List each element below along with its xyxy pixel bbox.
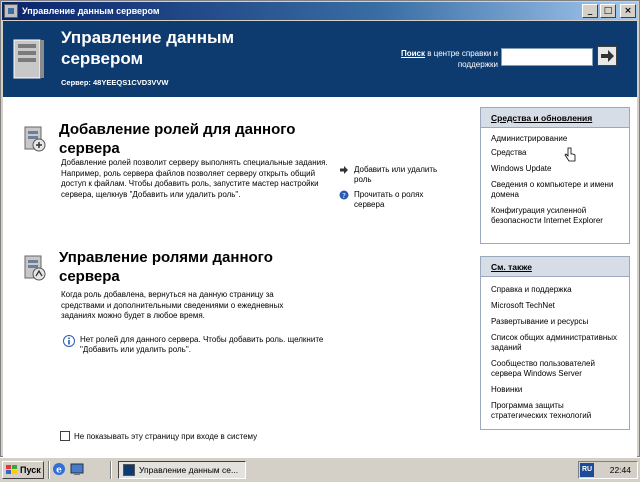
- page-title: Управление данным сервером: [61, 28, 235, 68]
- dont-show-label: Не показывать эту страницу при входе в систему: [74, 431, 258, 441]
- maximize-button[interactable]: □: [600, 4, 616, 18]
- show-desktop-icon[interactable]: [70, 462, 84, 476]
- server-mgmt-icon: [123, 464, 135, 476]
- see-also-panel: [480, 256, 630, 430]
- dont-show-checkbox[interactable]: [60, 431, 70, 441]
- task-label: Управление данным се...: [139, 465, 239, 475]
- no-roles-info: [63, 335, 333, 355]
- see-also-item-community[interactable]: Сообщество пользователей сервера Windows Server: [491, 359, 595, 378]
- search-go-button[interactable]: [597, 46, 617, 66]
- info-icon: [63, 335, 75, 347]
- taskbar: [0, 457, 640, 482]
- tools-item-tools[interactable]: Средства: [491, 148, 527, 157]
- windows-flag-icon: [6, 465, 17, 475]
- add-roles-text: Добавление ролей позволит серверу выполнять специальные задания. Например, роль сервера файлов позволяет серверу открыть общий доступ к файлам. Чтобы добавить роль, запустите мастер настройки сервера, щелкнув "Добавить или удалить роль".: [61, 158, 328, 199]
- manage-roles-text: Когда роль добавлена, вернуться на данную страницу за средствами и дополнительными сведениями о ежедневных заданиях можно будет в любое время.: [61, 290, 284, 320]
- system-tray: [578, 461, 638, 479]
- clock[interactable]: 22:44: [609, 465, 631, 475]
- svg-text:e: e: [56, 465, 62, 476]
- svg-text:?: ?: [342, 192, 346, 200]
- app-icon: [4, 4, 18, 18]
- server-name: Сервер: 48YEEQS1CVD3VVW: [61, 78, 169, 87]
- start-label: Пуск: [20, 465, 41, 475]
- manage-roles-title: Управление ролями данного сервера: [59, 249, 273, 285]
- arrow-right-icon: [598, 47, 616, 65]
- see-also-panel-title: См. также: [481, 257, 629, 277]
- see-also-item-help[interactable]: Справка и поддержка: [491, 285, 572, 294]
- tools-item-windows-update[interactable]: Windows Update: [491, 164, 552, 173]
- add-roles-icon: [19, 125, 47, 153]
- add-roles-title: Добавление ролей для данного сервера: [59, 121, 296, 157]
- main-content: [3, 97, 637, 457]
- manage-roles-icon: [19, 254, 47, 282]
- tools-panel: [480, 107, 630, 244]
- read-about-roles-label: Прочитать о ролях сервера: [354, 190, 424, 209]
- hand-cursor-icon: [563, 147, 577, 165]
- minimize-button[interactable]: _: [582, 4, 598, 18]
- dont-show-row[interactable]: [60, 431, 257, 441]
- start-button[interactable]: [2, 461, 44, 479]
- tools-item-computer-info[interactable]: Сведения о компьютере и имени домена: [491, 180, 614, 199]
- no-roles-text: Нет ролей для данного сервера. Чтобы добавить роль. щелкните "Добавить или удалить роль".: [80, 335, 324, 354]
- search-label: [378, 48, 498, 70]
- ie-icon[interactable]: [52, 462, 66, 476]
- see-also-item-whats-new[interactable]: Новинки: [491, 385, 523, 394]
- add-remove-role-link[interactable]: [339, 165, 449, 185]
- read-about-roles-link[interactable]: [339, 190, 449, 210]
- close-button[interactable]: ×: [620, 4, 636, 18]
- see-also-item-deployment[interactable]: Развертывание и ресурсы: [491, 317, 589, 326]
- add-remove-role-label: Добавить или удалить роль: [354, 165, 438, 184]
- taskbar-separator: [110, 461, 112, 479]
- search-label-rest: в центре справки и поддержки: [425, 49, 498, 69]
- see-also-item-admin-tasks[interactable]: Список общих административных заданий: [491, 333, 618, 352]
- page-header: [3, 21, 637, 97]
- search-label-prefix: Поиск: [401, 49, 426, 58]
- quick-launch: [52, 462, 84, 476]
- window-title: Управление данным сервером: [22, 6, 160, 16]
- help-icon: [339, 190, 349, 200]
- see-also-item-technet[interactable]: Microsoft TechNet: [491, 301, 555, 310]
- tools-panel-title: Средства и обновления: [481, 108, 629, 128]
- server-icon: [12, 36, 46, 80]
- title-bar[interactable]: [2, 2, 638, 20]
- tools-item-admin[interactable]: Администрирование: [491, 134, 568, 143]
- taskbar-separator: [48, 461, 50, 479]
- tools-item-ie-security[interactable]: Конфигурация усиленной безопасности Internet Explorer: [491, 206, 603, 225]
- arrow-right-icon: [339, 165, 349, 175]
- taskbar-window-button[interactable]: [118, 461, 246, 479]
- language-indicator[interactable]: RU: [580, 463, 594, 477]
- see-also-item-security-program[interactable]: Программа защиты стратегических технологий: [491, 401, 592, 420]
- search-input[interactable]: [501, 48, 593, 66]
